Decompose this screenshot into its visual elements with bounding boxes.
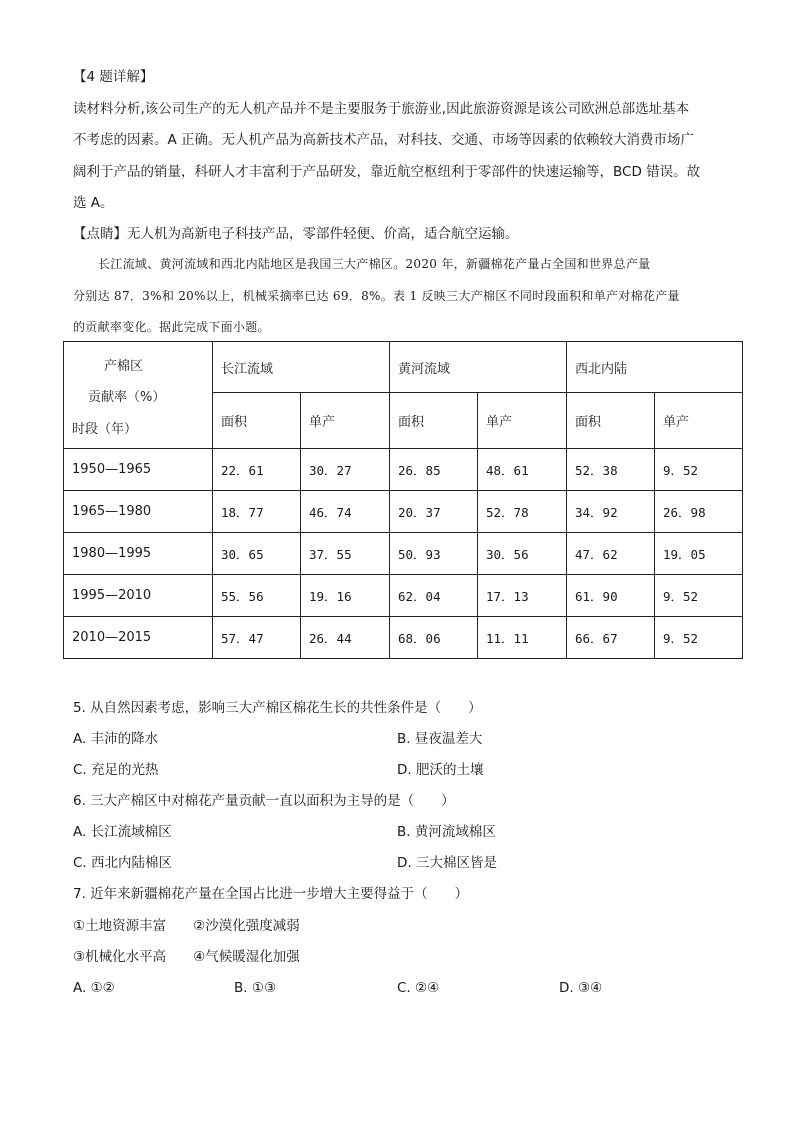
period-cell: 1995—2010 bbox=[64, 575, 213, 617]
value-cell: 52．78 bbox=[478, 491, 567, 533]
value-cell: 66．67 bbox=[567, 617, 655, 659]
table-row bbox=[64, 449, 743, 491]
material-line-3: 的贡献率变化。据此完成下面小题。 bbox=[73, 320, 270, 334]
value-cell: 26．98 bbox=[655, 491, 743, 533]
value-cell: 18．77 bbox=[213, 491, 301, 533]
sub-header-yield: 单产 bbox=[655, 393, 743, 449]
period-cell: 1965—1980 bbox=[64, 491, 213, 533]
value-cell: 52．38 bbox=[567, 449, 655, 491]
q4-heading: 【4 题详解】 bbox=[73, 69, 154, 85]
q6-option-a[interactable]: A. 长江流域棉区 bbox=[73, 824, 172, 840]
period-cell: 1980—1995 bbox=[64, 533, 213, 575]
q7-stem: 7. 近年来新疆棉花产量在全国占比进一步增大主要得益于（ ） bbox=[73, 886, 469, 902]
value-cell: 20．37 bbox=[390, 491, 478, 533]
table-row bbox=[64, 491, 743, 533]
value-cell: 46．74 bbox=[301, 491, 390, 533]
sub-header-area: 面积 bbox=[567, 393, 655, 449]
corner-period-label: 时段（年） bbox=[72, 422, 138, 437]
region-header-yellow-river: 黄河流域 bbox=[390, 342, 567, 393]
table-row bbox=[64, 533, 743, 575]
q6-option-d[interactable]: D. 三大棉区皆是 bbox=[397, 855, 497, 871]
sub-header-yield: 单产 bbox=[301, 393, 390, 449]
material-line-1: 长江流域、黄河流域和西北内陆地区是我国三大产棉区。2020 年，新疆棉花产量占全国和世界总产量 bbox=[98, 257, 651, 271]
q4-para-line-3: 阔利于产品的销量，科研人才丰富利于产品研发，靠近航空枢纽利于零部件的快速运输等，BCD 错误。故 bbox=[73, 164, 701, 180]
value-cell: 34．92 bbox=[567, 491, 655, 533]
cotton-contribution-table bbox=[63, 341, 743, 659]
value-cell: 19．16 bbox=[301, 575, 390, 617]
q5-option-c[interactable]: C. 充足的光热 bbox=[73, 762, 159, 778]
q4-para-line-1: 读材料分析,该公司生产的无人机产品并不是主要服务于旅游业,因此旅游资源是该公司欧洲总部选址基本 bbox=[73, 101, 690, 117]
value-cell: 61．90 bbox=[567, 575, 655, 617]
value-cell: 30．27 bbox=[301, 449, 390, 491]
sub-header-area: 面积 bbox=[213, 393, 301, 449]
value-cell: 22．61 bbox=[213, 449, 301, 491]
region-header-northwest: 西北内陆 bbox=[567, 342, 743, 393]
period-cell: 2010—2015 bbox=[64, 617, 213, 659]
value-cell: 19．05 bbox=[655, 533, 743, 575]
value-cell: 30．56 bbox=[478, 533, 567, 575]
value-cell: 11．11 bbox=[478, 617, 567, 659]
q5-option-a[interactable]: A. 丰沛的降水 bbox=[73, 731, 159, 747]
sub-header-area: 面积 bbox=[390, 393, 478, 449]
q7-option-c[interactable]: C. ②④ bbox=[397, 980, 440, 996]
q5-stem: 5. 从自然因素考虑，影响三大产棉区棉花生长的共性条件是（ ） bbox=[73, 700, 482, 716]
q7-statements-1: ①土地资源丰富 ②沙漠化强度减弱 bbox=[73, 918, 300, 934]
value-cell: 55．56 bbox=[213, 575, 301, 617]
value-cell: 26．85 bbox=[390, 449, 478, 491]
table-corner-cell bbox=[64, 342, 213, 449]
value-cell: 9．52 bbox=[655, 449, 743, 491]
value-cell: 17．13 bbox=[478, 575, 567, 617]
value-cell: 37．55 bbox=[301, 533, 390, 575]
q7-option-a[interactable]: A. ①② bbox=[73, 980, 115, 996]
q7-option-b[interactable]: B. ①③ bbox=[234, 980, 277, 996]
value-cell: 57．47 bbox=[213, 617, 301, 659]
value-cell: 62．04 bbox=[390, 575, 478, 617]
sub-header-yield: 单产 bbox=[478, 393, 567, 449]
corner-rate-label: 贡献率（%） bbox=[88, 390, 166, 405]
period-cell: 1950—1965 bbox=[64, 449, 213, 491]
value-cell: 26．44 bbox=[301, 617, 390, 659]
q7-statements-2: ③机械化水平高 ④气候暖湿化加强 bbox=[73, 949, 300, 965]
q5-option-d[interactable]: D. 肥沃的土壤 bbox=[397, 762, 484, 778]
q6-stem: 6. 三大产棉区中对棉花产量贡献一直以面积为主导的是（ ） bbox=[73, 793, 455, 809]
value-cell: 68．06 bbox=[390, 617, 478, 659]
value-cell: 9．52 bbox=[655, 617, 743, 659]
corner-region-label: 产棉区 bbox=[104, 359, 144, 374]
q7-option-d[interactable]: D. ③④ bbox=[559, 980, 603, 996]
q6-option-c[interactable]: C. 西北内陆棉区 bbox=[73, 855, 173, 871]
q4-tip: 【点睛】无人机为高新电子科技产品，零部件轻便、价高，适合航空运输。 bbox=[73, 226, 519, 242]
table-row bbox=[64, 617, 743, 659]
table-row bbox=[64, 575, 743, 617]
material-line-2: 分别达 87．3%和 20%以上，机械采摘率已达 69．8%。表 1 反映三大产棉区不同时段面积和单产对棉花产量 bbox=[73, 289, 680, 303]
q4-para-line-4: 选 A。 bbox=[73, 195, 114, 211]
value-cell: 50．93 bbox=[390, 533, 478, 575]
region-header-yangtze: 长江流域 bbox=[213, 342, 390, 393]
value-cell: 47．62 bbox=[567, 533, 655, 575]
value-cell: 9．52 bbox=[655, 575, 743, 617]
value-cell: 48．61 bbox=[478, 449, 567, 491]
q6-option-b[interactable]: B. 黄河流域棉区 bbox=[397, 824, 496, 840]
q5-option-b[interactable]: B. 昼夜温差大 bbox=[397, 731, 483, 747]
q4-para-line-2: 不考虑的因素。A 正确。无人机产品为高新技术产品，对科技、交通、市场等因素的依赖较大消费市场广 bbox=[73, 132, 695, 148]
value-cell: 30．65 bbox=[213, 533, 301, 575]
